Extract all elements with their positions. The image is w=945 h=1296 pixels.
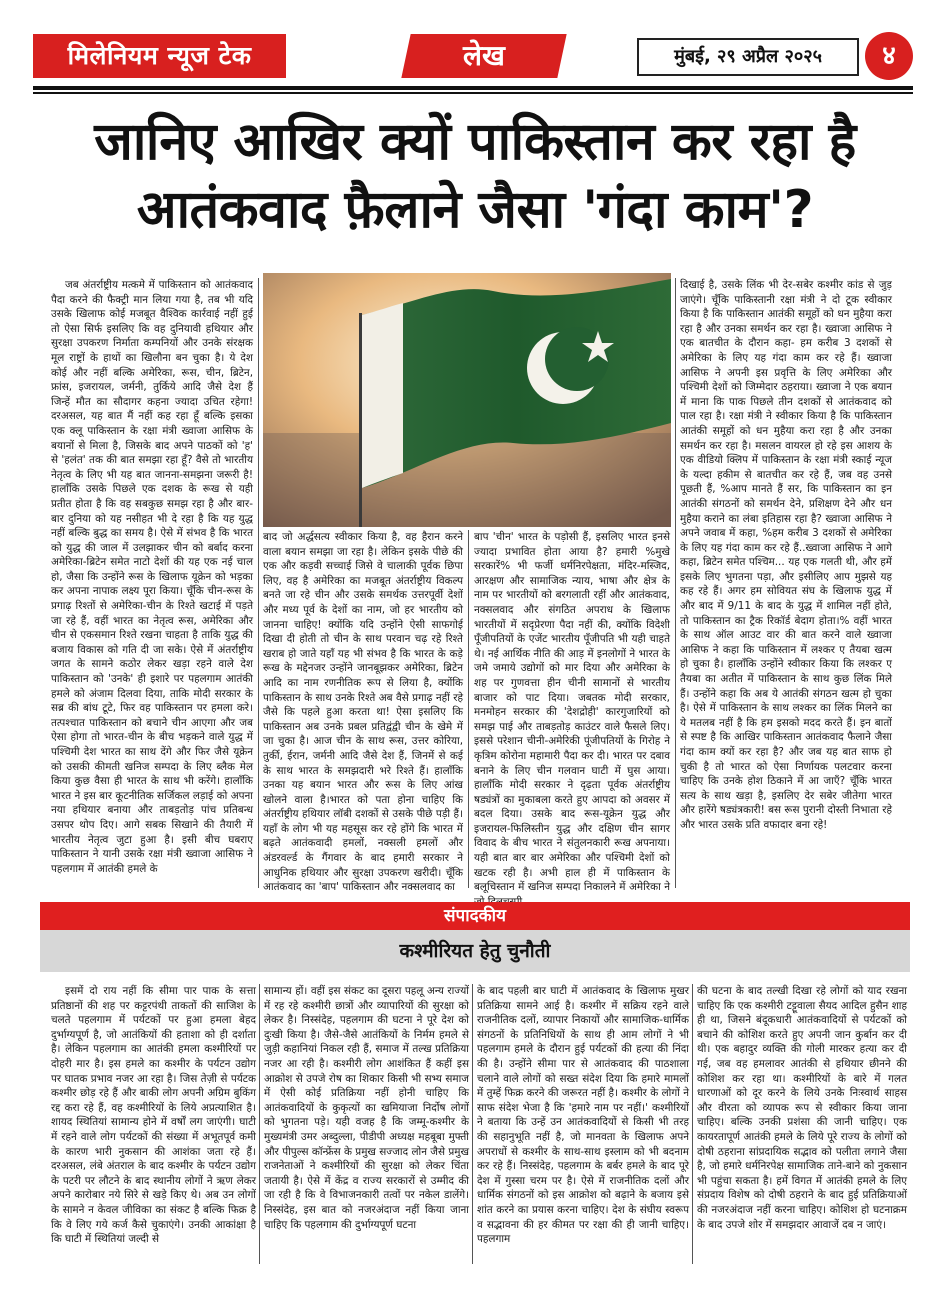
editorial-column-4 [697, 984, 907, 1266]
pakistan-flag-photo [263, 273, 671, 527]
flag-white-band [362, 303, 403, 488]
article-column-3 [474, 530, 670, 894]
editorial-title: कश्मीरियत हेतु चुनौती [40, 930, 910, 972]
section-label [401, 34, 566, 78]
article-column-2-text: बाद जो अर्द्धसत्य स्वीकार किया है, वह हैरान करने वाला बयान समझा जा रहा है। लेकिन इसके पीछे की एक और कड़वी सच्चाई जिसे वे चालाकी पूर्वक छिपा लिए, वह है अमेरिका का मजबूत अंतर्राष्ट्रीय विकल्प बनते जा रहे चीन और उसके समर्थक उत्तरपूर्वी देशों और मध्य पूर्व के देशों का नाम, जो हर भारतीय को जानना चाहिए! क्योंकि यदि उन्होंने ऐसी साफगोई दिखा दी होती तो चीन के साथ परवान चढ़ रहे रिश्ते खराब हो जाते यहाँ यह भी संभव है कि भारत के कड़े रूख के मद्देनजर उन्होंने जानबूझकर अमेरिका, ब्रिटेन आदि का नाम रणनीतिक रूप से लिया है, क्योंकि पाकिस्तान के साथ उनके रिश्ते अब वैसे प्रगाढ़ नहीं रहे जैसे कि पहले हुआ करता था! ऐसा इसलिए कि पाकिस्तान अब उनके प्रबल प्रतिद्वंद्वी चीन के खेमे में जा चुका है। आज चीन के साथ रूस, उत्तर कोरिया, तुर्की, ईरान, जर्मनी आदि जैसे देश हैं, जिनमें से कई के साथ भारत के समझदारी भरे रिश्ते हैं। हालाँकि उनका यह बयान भारत और रूस के लिए आंख खोलने वाला है।भारत को पता होना चाहिए कि अंतर्राष्ट्रीय हथियार लॉबी दशकों से उसके पीछे पड़ी हैं। यहाँ के लोग भी यह महसूस कर रहे होंगे कि भारत में बढ़ते आतंकवादी हमलों, नक्सली हमलों और अंडरवर्ल्ड के गैंगवार के बाद हमारी सरकार ने आधुनिक हथियार और सुरक्षा उपकरण खरीदी। चूँकि आतंकवाद का 'बाप' पाकिस्तान और नक्सलवाद का [263, 531, 463, 894]
column-divider [675, 278, 676, 888]
flag-photo-svg [263, 273, 671, 527]
masthead-rule [33, 86, 913, 94]
article-headline [60, 108, 890, 244]
article-column-2 [263, 530, 463, 894]
section-label-text: लेख [463, 39, 505, 72]
column-divider [259, 984, 260, 1264]
column-divider [472, 984, 473, 1264]
article-column-1 [51, 278, 253, 890]
column-divider [468, 530, 469, 888]
editorial-column-2 [264, 984, 469, 1266]
article-column-4-text: दिखाई है, उसके लिंक भी देर-सबेर कश्मीर कांड से जुड़ जाएंगे। चूँकि पाकिस्तानी रक्षा मंत्री ने दो टूक स्वीकार किया है कि पाकिस्तान आतंकी समूहों को धन मुहैया करा रहा है और उनका समर्थन कर रहा है। ख्वाजा आसिफ ने एक बातचीत के दौरान कहा- हम करीब 3 दशकों से अमेरिका के लिए यह गंदा काम कर रहे हैं। ख्वाजा आसिफ ने अपनी इस प्रवृत्ति के लिए अमेरिका और पश्चिमी देशों को जिम्मेदार ठहराया। ख्वाजा ने एक बयान में माना कि पाक पिछले तीन दशकों से आतंकवाद को पाल रहा है। रक्षा मंत्री ने स्वीकार किया है कि पाकिस्तान आतंकी समूहों को धन मुहैया करा रहा है और उनका समर्थन कर रहा है। मसलन वायरल हो रहे इस आशय के एक वीडियो क्लिप में पाकिस्तान के रक्षा मंत्री स्काई न्यूज के यल्दा हकीम से बातचीत कर रहे हैं, जब वह उनसे पूछती हैं, %आप मानते हैं सर, कि पाकिस्तान का इन आतंकी संगठनों को समर्थन देने, प्रशिक्षण देने और धन मुहैया कराने का लंबा इतिहास रहा है? ख्वाजा आसिफ ने अपने जवाब में कहा, %हम करीब 3 दशकों से अमेरिका के लिए यह गंदा काम कर रहे हैं..ख्वाजा आसिफ ने आगे कहा, ब्रिटेन समेत पश्चिम... यह एक गलती थी, और हमें इसके लिए भुगतना पड़ा, और इसीलिए आप मुझसे यह कह रहे हैं। अगर हम सोवियत संघ के खिलाफ युद्ध में और बाद में 9/11 के बाद के युद्ध में शामिल नहीं होते, तो पाकिस्तान का ट्रैक रिकॉर्ड बेदाग होता।% वहीं भारत के साथ ऑल आउट वार की बात करने वाले ख्वाजा आसिफ ने कहा कि पाकिस्तान में लश्कर ए तैयबा खत्म हो चुका है। हालाँकि उन्होंने स्वीकार किया कि लश्कर ए तैयबा का अतीत में पाकिस्तान के साथ कुछ लिंक मिले हैं। उन्होंने कहा कि अब ये आतंकी संगठन खत्म हो चुका है। ऐसे में पाकिस्तान के साथ लश्कर का लिंक मिलने का ये मतलब नहीं है कि हम इसको मदद करते हैं। इन बातों से स्पष्ट है कि आखिर पाकिस्तान आतंकवाद फैलाने जैसा गंदा काम क्यों कर रहा है? और जब यह बात साफ हो चुकी है तो भारत को ऐसा निर्णायक पलटवार करना चाहिए कि उनके होश ठिकाने में आ जाएँ? चूँकि भारत सत्य के साथ खड़ा है, इसलिए देर सबेर जीतेगा भारत और हारेंगे षड्यंत्रकारी! बस रूस पुरानी दोस्ती निभाता रहे और भारत उसके प्रति वफादार बना रहे! [680, 279, 892, 831]
editorial-column-4-text: की घटना के बाद तल्खी दिखा रहे लोगों को याद रखना चाहिए कि एक कश्मीरी टट्टूवाला सैयद आदिल हुसैन शाह ही था, जिसने बंदूकधारी आतंकवादियों से पर्यटकों को बचाने की कोशिश करते हुए अपनी जान कुर्बान कर दी थी। एक बहादुर व्यक्ति की गोली मारकर हत्या कर दी गई, जब वह हमलावर आतंकी से हथियार छीनने की कोशिश कर रहा था। कश्मीरियों के बारे में गलत धारणाओं को दूर करने के लिये उनके निःस्वार्थ साहस और वीरता को व्यापक रूप से स्वीकार किया जाना चाहिए। बल्कि उनकी प्रशंसा की जानी चाहिए। एक कायरतापूर्ण आतंकी हमले के लिये पूरे राज्य के लोगों को दोषी ठहराना सांप्रदायिक सद्भाव को पलीता लगाने जैसा है, जो हमारे धर्मनिरपेक्ष सामाजिक ताने-बाने को नुकसान भी पहुंचा सकता है। हमें विगत में आतंकी हमले के लिए संप्रदाय विशेष को दोषी ठहराने के बाद हुई प्रतिक्रियाओं की नजरअंदाज नहीं करना चाहिए। कोशिश हो घटनाक्रम के बाद उपजे शोर में समझदार आवाजें दब न जाएं। [697, 985, 907, 1231]
column-divider [258, 278, 259, 888]
headline-line-2: आतंकवाद फ़ैलाने जैसा 'गंदा काम'? [136, 180, 814, 240]
article-column-3-text: बाप 'चीन' भारत के पड़ोसी हैं, इसलिए भारत इनसे ज्यादा प्रभावित होता आया है? हमारी %मुखे सरकारें% भी फर्जी धर्मनिरपेक्षता, मंदिर-मस्जिद, आरक्षण और सामाजिक न्याय, भाषा और क्षेत्र के नाम पर भारतीयों को बरगलाती रहीं और आतंकवाद, नक्सलवाद और संगठित अपराध के खिलाफ भारतीयों में सदृप्रेरणा पैदा नहीं की, क्योंकि विदेशी पूँजीपतियों के एजेंट भारतीय पूँजीपति भी यही चाहते थे। नई आर्थिक नीति की आड़ में इनलोगों ने भारत के जमे जमाये उद्योगों को मार दिया और अमेरिका के शह पर गुणवत्ता हीन चीनी सामानों से भारतीय बाजार को पाट दिया। जबतक मोदी सरकार, मनमोहन सरकार की 'देशद्रोही' कारगुजारियों को समझ पाई और ताबड़तोड़ काउंटर वाले फैसले लिए। इससे परेशान चीनी-अमेरिकी पूंजीपतियों के गिरोह ने कृत्रिम कोरोना महामारी पैदा कर दी। भारत पर दबाव बनाने के लिए चीन गलवान घाटी में घुस आया।हालाँकि मोदी सरकार ने दृढ़ता पूर्वक अंतर्राष्ट्रीय षड्यंत्रों का मुकाबला करते हुए आपदा को अवसर में बदल दिया। उसके बाद रूस-यूक्रेन युद्ध और इजरायल-फिलिस्तीन युद्ध और दक्षिण चीन सागर विवाद के बीच भारत ने संतुलनकारी रूख अपनाया। यही बात बार बार अमेरिका और पश्चिमी देशों को खटक रही है। अभी हाल ही में पाकिस्तान के बलूचिस्तान में खनिज सम्पदा निकालने में अमेरिका ने [474, 531, 670, 894]
page-number-badge: ४ [865, 32, 913, 80]
dateline: मुंबई, २९ अप्रैल २०२५ [637, 38, 859, 76]
editorial-column-2-text: सामान्य हों। वहीं इस संकट का दूसरा पहलू अन्य राज्यों में रह रहे कश्मीरी छात्रों और व्यापारियों की सुरक्षा को लेकर है। निस्संदेह, पहलगाम की घटना ने पूरे देश को दुःखी किया है। जैसे-जैसे आतंकियों के निर्मम हमले से जुड़ी कहानियां निकल रही हैं, समाज में तल्ख प्रतिक्रिया नजर आ रही है। कश्मीरी लोग आशंकित हैं कहीं इस आक्रोश से उपजे रोष का शिकार किसी भी सभ्य समाज में ऐसी कोई प्रतिक्रिया नहीं होनी चाहिए कि आतंकवादियों के कुकृत्यों का खमियाजा निर्दोष लोगों को भुगतना पड़े। यही वजह है कि जम्मू-कश्मीर के मुख्यमंत्री उमर अब्दुल्ला, पीडीपी अध्यक्ष महबूबा मुफ्ती और पीपुल्स कॉन्फ्रेंस के प्रमुख सज्जाद लोन जैसे प्रमुख राजनेताओं ने कश्मीरियों की सुरक्षा को लेकर चिंता जतायी है। ऐसे में केंद्र व राज्य सरकारों से उम्मीद की जा रही है कि वे विभाजनकारी तत्वों पर नकेल डालेंगे।निस्संदेह, इस बात को नजरअंदाज नहीं किया जाना चाहिए कि पहलगाम की दुर्भाग्यपूर्ण घटना [264, 985, 469, 1231]
editorial-column-1 [51, 984, 256, 1266]
editorial-column-1-text: इसमें दो राय नहीं कि सीमा पार पाक के सत्ता प्रतिष्ठानों की शह पर कट्टरपंथी ताकतों की साजिश के चलते पहलगाम में पर्यटकों पर हुआ हमला बेहद दुर्भाग्यपूर्ण है, जो आतंकियों की हताशा को ही दर्शाता है। लेकिन पहलगाम का आतंकी हमला कश्मीरियों पर दोहरी मार है। इस हमले का कश्मीर के पर्यटन उद्योग पर घातक प्रभाव नजर आ रहा है। जिस तेज़ी से पर्यटक कश्मीर छोड़ रहे हैं और बाकी लोग अपनी अग्रिम बुकिंग रद्द करा रहे हैं, वह कश्मीरियों के लिये अप्रत्याशित है। शायद स्थितियां सामान्य होने में वर्षों लग जाएंगी। घाटी में रहने वाले लोग पर्यटकों की संख्या में अभूतपूर्व कमी के कारण भारी नुकसान की आशंका जता रहे हैं। दरअसल, लंबे अंतराल के बाद कश्मीर के पर्यटन उद्योग के पटरी पर लौटने के बाद स्थानीय लोगों ने ऋण लेकर अपने कारोबार नये सिरे से खड़े किए थे। अब उन लोगों के सामने न केवल जीविका का संकट है बल्कि फिक्र है कि वे लिए गये कर्ज कैसे चुकाएंगे। उनकी आकांक्षा है कि घाटी में स्थितियां जल्दी से [51, 985, 256, 1246]
masthead [33, 34, 913, 80]
column-divider [692, 984, 693, 1264]
paper-name: मिलेनियम न्यूज टेक [33, 34, 286, 78]
headline-line-1: जानिए आखिर क्यों पाकिस्तान कर रहा है [94, 112, 856, 172]
editorial-column-3 [477, 984, 689, 1266]
article-column-4 [680, 278, 892, 890]
article-column-1-text: जब अंतर्राष्ट्रीय मत्कमे में पाकिस्तान को आतंकवाद पैदा करने की फैक्ट्री मान लिया गया है, तब भी यदि उसके खिलाफ कोई मजबूत वैश्विक कार्रवाई नहीं हुई तो ऐसा सिर्फ इसलिए कि वह दुनियावी हथियार और सुरक्षा उपकरण निर्माता कम्पनियों और उनके संरक्षक मूल राष्ट्रों के हाथों का खिलौना बन चुका है। ये देश कोई और नहीं बल्कि अमेरिका, रूस, चीन, ब्रिटेन, फ्रांस, इजरायल, जर्मनी, तुर्किये आदि जैसे देश हैं जिन्हें मौत का सौदागर कहना ज्यादा उचित रहेगा! दरअसल, यह बात मैं नहीं कह रहा हूँ बल्कि इसका एक क्लू पाकिस्तान के रक्षा मंत्री ख्वाजा आसिफ के बयानों से मिला है, जिसके बाद अपने पाठकों को 'ह' से 'हलंत' तक की बात समझा रहा हूँ? वैसे तो भारतीय नेतृत्व के लिए भी यह बात जानना-समझना जरूरी है! हालाँकि उसके पिछले एक दशक के रूख से यही प्रतीत होता है कि वह सबकुछ समझ रहा है और बार-बार दुनिया को यह नसीहत भी दे रहा है कि यह युद्ध नहीं बल्कि बुद्ध का समय है। ऐसे में संभव है कि भारत को युद्ध की जाल में उलझाकर चीन को बर्बाद करना अमेरिका-ब्रिटेन समेत नाटो देशों की यह एक नई चाल हो, जैसा कि उन्होंने रूस के खिलाफ यूक्रेन को भड़का कर अपना नापाक लक्ष्य पूरा किया। चूँकि चीन-रूस के प्रगाढ़ रिश्तों से अमेरिका-चीन के रिश्ते खटाई में पड़ते जा रहे हैं, वहीं भारत का नेतृत्व रूस, अमेरिका और चीन से एकसमान रिश्ते रखना चाहता है ताकि युद्ध की बजाय विकास को गति दी जा सके। ऐसे में अंतर्राष्ट्रीय जगत के सामने कठोर लेकर खड़ा रहने वाले देश पाकिस्तान को 'उनके' ही इशारे पर पहलगाम आतंकी हमले को अंजाम दिलवा दिया, ताकि मोदी सरकार के सब्र की बांध टूटे, फिर वह पाकिस्तान पर हमला करे। तत्पश्चात पाकिस्तान को बचाने चीन आएगा और जब ऐसा होगा तो भारत-चीन के बीच भड़कने वाले युद्ध में पश्चिमी देश भारत का साथ देंगे और फिर जैसे यूक्रेन को उसकी कीमती खनिज सम्पदा के लिए ब्लैक मेल किया कुछ वैसा ही भारत के साथ भी करेंगे। हालाँकि भारत ने इस बार कूटनीतिक सर्जिकल लड़ाई को अपना नया हथियार बनाया और ताबड़तोड़ पांच प्रतिबन्ध उसपर थोप दिए। आगे सबक सिखाने की तैयारी में भारतीय नेतृत्व जुटा हुआ है। इसी बीच घबराए पाकिस्तान ने यानी उसके रक्षा मंत्री ख्वाजा आसिफ ने पहलगाम में आतंकी हमले के [51, 279, 253, 875]
editorial-column-3-text: के बाद पहली बार घाटी में आतंकवाद के खिलाफ मुखर प्रतिक्रिया सामने आई है। कश्मीर में सक्रिय रहने वाले राजनीतिक दलों, व्यापार निकायों और सामाजिक-धार्मिक संगठनों के प्रतिनिधियों के साथ ही आम लोगों ने भी पहलगाम हमले के दौरान हुई पर्यटकों की हत्या की निंदा की है। उन्होंने सीमा पार से आतंकवाद की पाठशाला चलाने वाले लोगों को सख्त संदेश दिया कि हमारे मामलों में तुम्हें फिक्र करने की जरूरत नहीं है। कश्मीर के लोगों ने साफ संदेश भेजा है कि 'हमारे नाम पर नहीं।' कश्मीरियों ने बताया कि उन्हें उन आतंकवादियों से किसी भी तरह की सहानुभूति नहीं है, जो मानवता के खिलाफ अपने अपराधों से कश्मीर के साथ-साथ इस्लाम को भी बदनाम कर रहे हैं। निस्संदेह, पहलगाम के बर्बर हमले के बाद पूरे देश में गुस्सा चरम पर है। ऐसे में राजनीतिक दलों और धार्मिक संगठनों को इस आक्रोश को बढ़ाने के बजाय इसे शांत करने का प्रयास करना चाहिए। देश के संघीय स्वरूप व सद्भावना की हर कीमत पर रक्षा की ही जानी चाहिए। पहलगाम [477, 985, 689, 1246]
flag-pole [359, 313, 362, 527]
editorial-section-label: संपादकीय [40, 902, 910, 930]
